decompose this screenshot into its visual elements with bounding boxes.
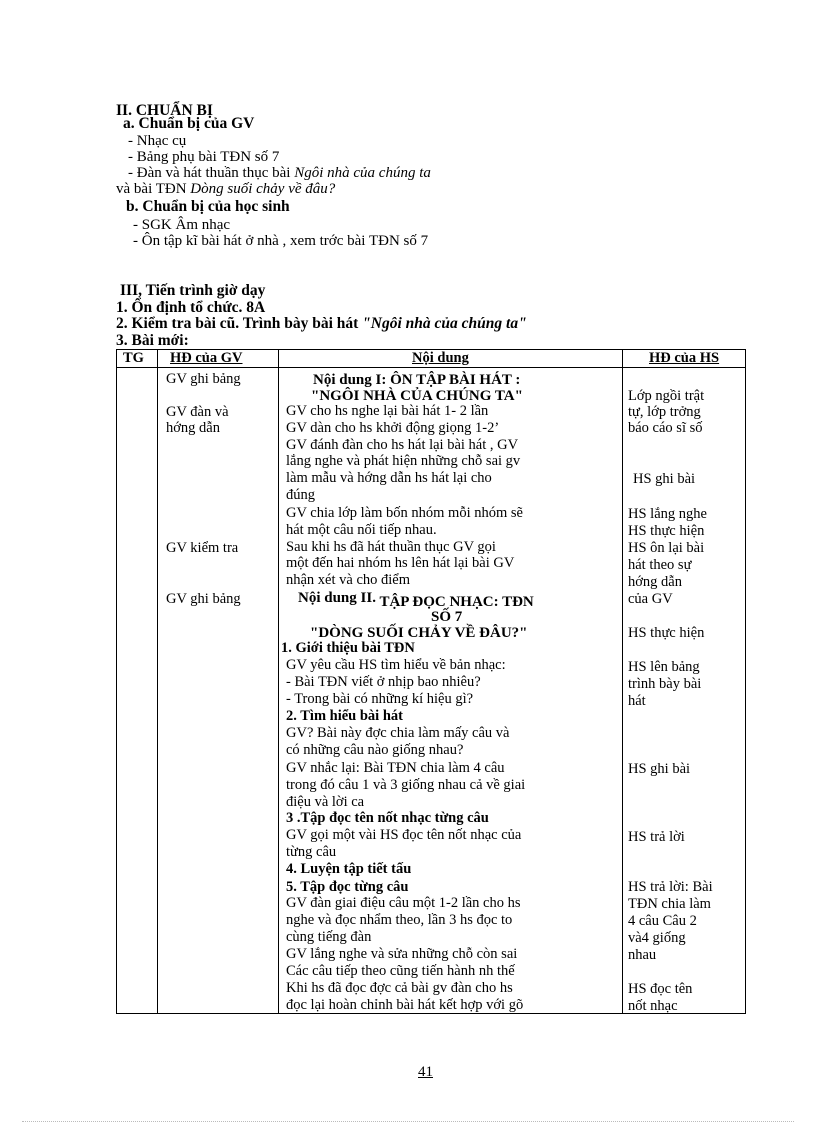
content-line: Sau khi hs đã hát thuần thục GV gọi — [286, 539, 496, 555]
content-line: GV đàn giai điệu câu một 1-2 lần cho hs — [286, 895, 521, 911]
hs-cell: nốt nhạc — [628, 998, 678, 1014]
section-2b-heading: b. Chuẩn bị của học sinh — [126, 198, 290, 215]
section-2a-heading: a. Chuẩn bị của GV — [123, 115, 255, 132]
content-line: - Trong bài có những kí hiệu gì? — [286, 691, 474, 707]
prep-item-1: - Nhạc cụ — [128, 133, 187, 149]
content-2-title-a1: Nội dung II. — [298, 590, 376, 606]
hs-cell: HS ghi bài — [628, 761, 691, 777]
content-line: nghe và đọc nhẩm theo, lần 3 hs đọc to — [286, 912, 513, 928]
content-line: GV đánh đàn cho hs hát lại bài hát , GV — [286, 437, 519, 453]
hs-cell: Lớp ngồi trật — [628, 388, 705, 404]
prep-item-3-prefix: - Đàn và hát thuần thục bài — [128, 165, 295, 181]
hs-cell: hát theo sự — [628, 557, 692, 573]
hs-cell: TĐN chia làm — [628, 896, 711, 912]
student-prep-1: - SGK Âm nhạc — [133, 217, 231, 233]
content-line: điệu và lời ca — [286, 794, 365, 810]
prep-item-3-cont — [116, 181, 335, 197]
table-col-divider-2 — [278, 349, 279, 1014]
page-number: 41 — [418, 1064, 433, 1080]
section-3-heading: III, Tiến trình giờ dạy — [120, 282, 266, 299]
section-3-item-1: 1. Ổn định tổ chức. 8A — [116, 299, 266, 316]
content-2-title-a2: TẬP ĐỌC NHẠC: TĐN — [379, 594, 534, 610]
content-line: GV? Bài này đợc chia làm mấy câu và — [286, 725, 510, 741]
hs-cell: tự, lớp trởng — [628, 404, 701, 420]
content-line: có những câu nào giống nhau? — [286, 742, 464, 758]
hs-cell: hát — [628, 693, 646, 709]
content-line: GV lắng nghe và sửa những chỗ còn sai — [286, 946, 518, 962]
content-line: đúng — [286, 487, 315, 503]
content-2-title-b: SỐ 7 — [431, 609, 463, 625]
content-line: GV dàn cho hs khởi động giọng 1-2’ — [286, 420, 500, 436]
gv-cell: GV kiểm tra — [166, 540, 239, 556]
table-col-divider-3 — [622, 349, 623, 1014]
content-line: GV yêu cầu HS tìm hiểu về bản nhạc: — [286, 657, 506, 673]
hs-cell: HS thực hiện — [628, 625, 705, 641]
content-line: một đến hai nhóm hs lên hát lại bài GV — [286, 555, 515, 571]
content-line: GV cho hs nghe lại bài hát 1- 2 lần — [286, 403, 489, 419]
section-3-item-2-song: "Ngôi nhà của chúng ta" — [362, 315, 527, 332]
page-bottom-rule — [22, 1121, 794, 1122]
content-line: nhận xét và cho điểm — [286, 572, 411, 588]
table-col-divider-1 — [157, 349, 158, 1014]
subsection-2: 2. Tìm hiểu bài hát — [286, 708, 403, 724]
prep-item-3 — [128, 165, 431, 181]
subsection-1: 1. Giới thiệu bài TĐN — [281, 640, 415, 656]
hs-cell: HS ôn lại bài — [628, 540, 705, 556]
hs-cell: HS lên bảng — [628, 659, 700, 675]
section-3-item-2 — [116, 316, 527, 332]
table-header-divider — [116, 367, 746, 368]
hs-cell: 4 câu Câu 2 — [628, 913, 697, 929]
content-line: đọc lại hoàn chỉnh bài hát kết hợp với gõ — [286, 997, 524, 1013]
section-3-item-3: 3. Bài mới: — [116, 332, 189, 349]
hs-cell: nhau — [628, 947, 657, 963]
subsection-4: 4. Luyện tập tiết tấu — [286, 861, 412, 877]
header-hs: HĐ của HS — [649, 350, 720, 366]
prep-item-3-cont-prefix: và bài TĐN — [116, 181, 191, 197]
prep-item-3-cont-song: Dòng suối chảy về đâu? — [190, 181, 336, 197]
header-content: Nội dung — [412, 350, 469, 366]
header-tg: TG — [123, 350, 144, 366]
content-line: Khi hs đã đọc đợc cả bài gv đàn cho hs — [286, 980, 513, 996]
gv-cell: GV đàn và — [166, 404, 229, 420]
gv-cell: GV ghi bảng — [166, 591, 241, 607]
content-line: lắng nghe và phát hiện những chỗ sai gv — [286, 453, 521, 469]
hs-cell: HS lắng nghe — [628, 506, 707, 522]
content-line: Các câu tiếp theo cũng tiến hành nh thế — [286, 963, 515, 979]
hs-cell: HS trả lời: Bài — [628, 879, 713, 895]
gv-cell: hớng dẫn — [166, 420, 220, 436]
header-gv: HĐ của GV — [170, 350, 243, 366]
content-1-title-b: "NGÔI NHÀ CỦA CHÚNG TA" — [311, 388, 523, 404]
subsection-3: 3 .Tập đọc tên nốt nhạc từng câu — [286, 810, 489, 826]
content-2-title-a — [298, 590, 534, 610]
hs-cell: báo cáo sĩ số — [628, 420, 703, 436]
subsection-5: 5. Tập đọc từng câu — [286, 879, 409, 895]
section-3-item-2-prefix: 2. Kiểm tra bài cũ. Trình bày bài hát — [116, 315, 363, 332]
prep-item-2: - Bảng phụ bài TĐN số 7 — [128, 149, 280, 165]
content-line: GV chia lớp làm bốn nhóm mỗi nhóm sẽ — [286, 505, 523, 521]
hs-cell: hớng dẫn — [628, 574, 682, 590]
content-line: từng câu — [286, 844, 337, 860]
content-line: cùng tiếng đàn — [286, 929, 372, 945]
hs-cell: và4 giống — [628, 930, 686, 946]
hs-cell: HS đọc tên — [628, 981, 693, 997]
content-2-title-c: "DÒNG SUỐI CHẢY VỀ ĐÂU?" — [310, 625, 528, 641]
section-2-heading: II. CHUẨN BỊ — [116, 102, 213, 119]
student-prep-2: - Ôn tập kĩ bài hát ở nhà , xem trớc bài TĐN số 7 — [133, 233, 429, 249]
hs-cell: HS thực hiện — [628, 523, 705, 539]
content-1-title-a: Nội dung I: ÔN TẬP BÀI HÁT : — [313, 372, 521, 388]
hs-cell: trình bày bài — [628, 676, 702, 692]
content-line: - Bài TĐN viết ở nhịp bao nhiêu? — [286, 674, 481, 690]
content-line: GV nhắc lại: Bài TĐN chia làm 4 câu — [286, 760, 505, 776]
prep-item-3-song: Ngôi nhà của chúng ta — [294, 165, 431, 181]
content-line: trong đó câu 1 và 3 giống nhau cả về giai — [286, 777, 526, 793]
content-line: GV gọi một vài HS đọc tên nốt nhạc của — [286, 827, 522, 843]
hs-cell: của GV — [628, 591, 673, 607]
content-line: hát một câu nối tiếp nhau. — [286, 522, 437, 538]
content-line: làm mẫu và hớng dẫn hs hát lại cho — [286, 470, 492, 486]
hs-cell: HS ghi bài — [633, 471, 696, 487]
hs-cell: HS trả lời — [628, 829, 685, 845]
gv-cell: GV ghi bảng — [166, 371, 241, 387]
